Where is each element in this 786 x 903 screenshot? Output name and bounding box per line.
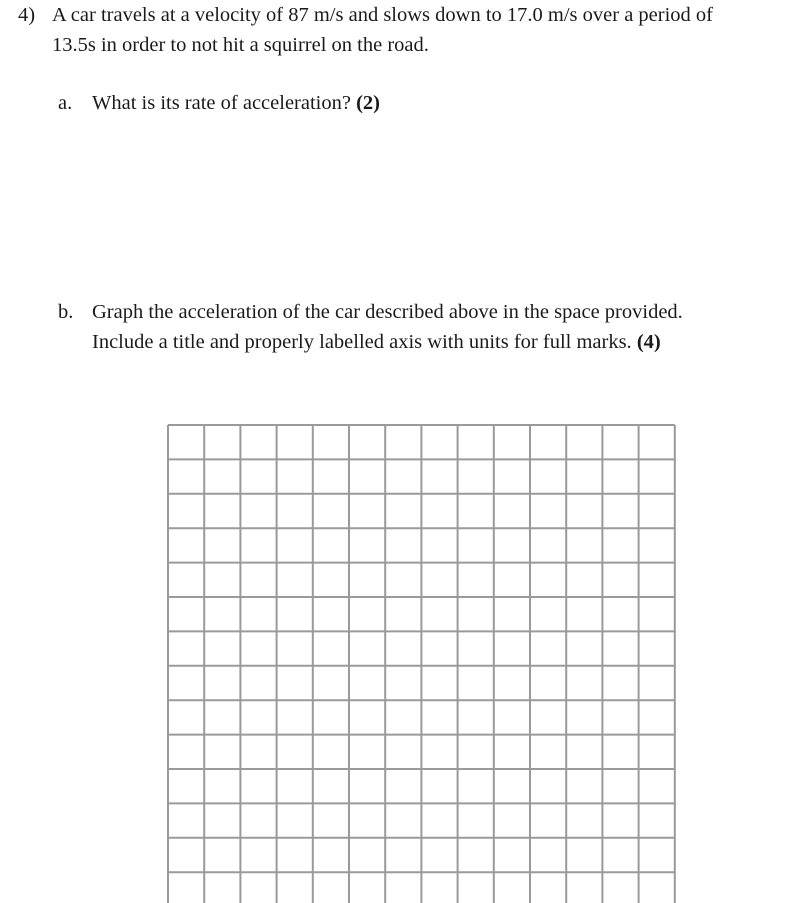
part-b-question-line-1: Graph the acceleration of the car described above in the space provided. — [92, 301, 683, 323]
part-a-marks: (2) — [356, 92, 380, 114]
part-a-question: What is its rate of acceleration? — [92, 92, 351, 114]
question-text-line-1: A car travels at a velocity of 87 m/s and slows down to 17.0 m/s over a period of — [52, 4, 713, 26]
part-b-question-line-2-text: Include a title and properly labelled axis with units for full marks. — [92, 331, 632, 353]
part-b-marks: (4) — [636, 331, 661, 353]
question-number: 4) — [18, 4, 36, 26]
part-a-text — [92, 88, 772, 118]
part-a-letter: a. — [58, 92, 73, 114]
question-text — [52, 0, 782, 60]
graph-paper-svg — [166, 423, 678, 903]
part-b-letter: b. — [58, 301, 74, 323]
part-b-question-line-2 — [92, 327, 772, 357]
graph-paper-grid[interactable] — [166, 423, 678, 903]
part-b-text — [92, 297, 772, 357]
question-text-line-2: 13.5s in order to not hit a squirrel on the road. — [52, 34, 429, 56]
